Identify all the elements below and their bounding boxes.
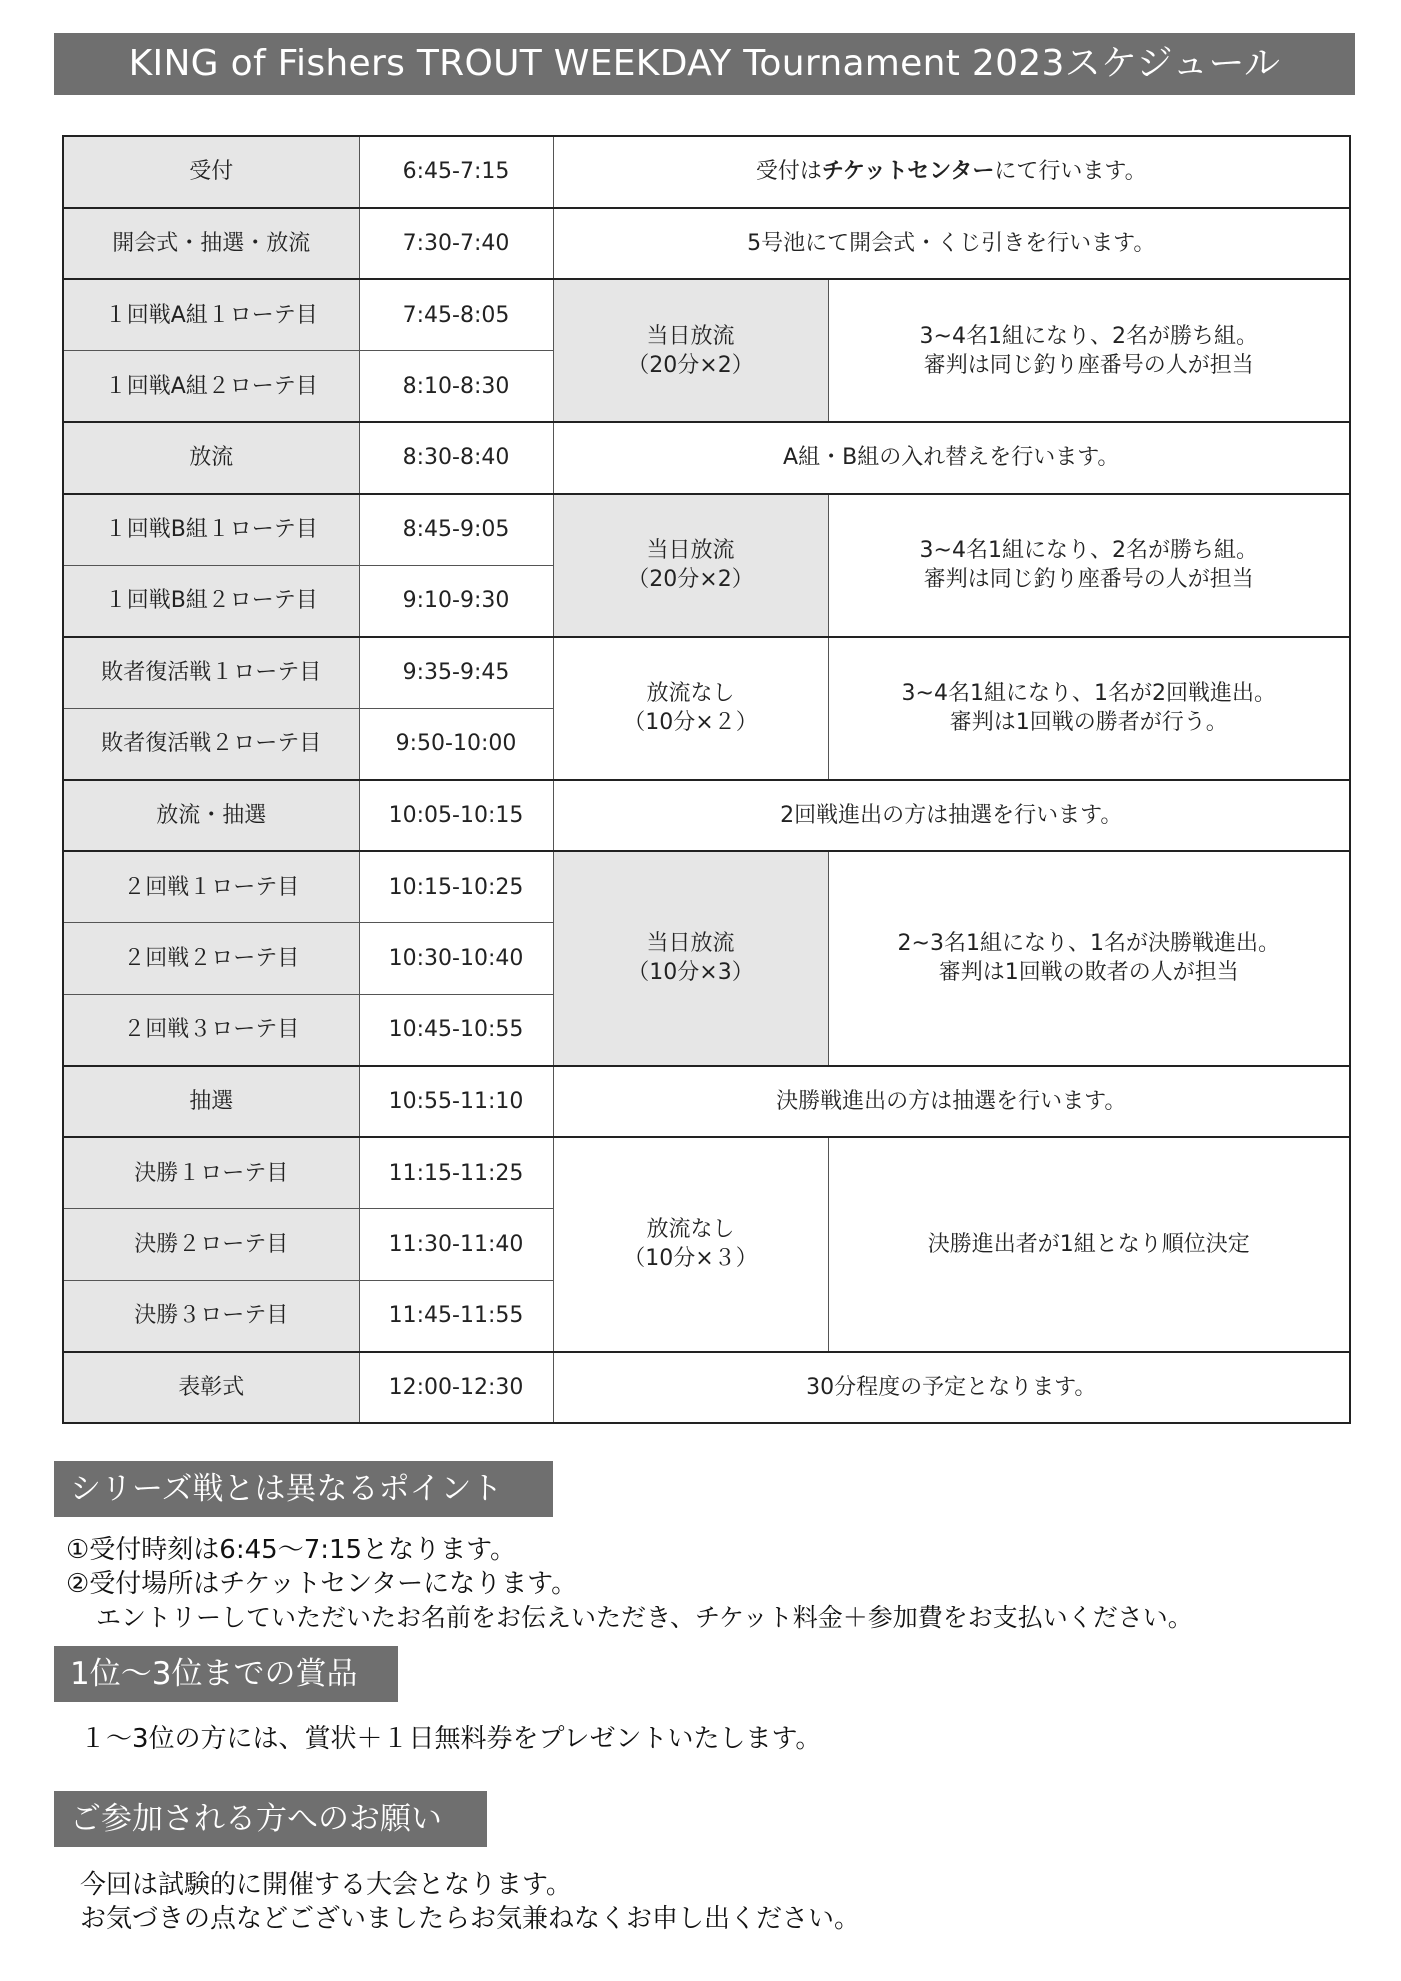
table-row — [63, 637, 1350, 709]
release-method: 放流なし （10分×２） — [553, 637, 828, 780]
row-label: ２回戦１ローテ目 — [63, 851, 359, 923]
row-label: １回戦B組２ローテ目 — [63, 565, 359, 637]
row-description: 30分程度の予定となります。 — [553, 1352, 1350, 1424]
request-line: お気づきの点などございましたらお気兼ねなくお申し出ください。 — [80, 1904, 861, 1934]
release-method: 当日放流 （20分×2） — [553, 494, 828, 637]
table-row — [63, 851, 1350, 923]
table-row — [63, 494, 1350, 566]
row-time: 10:05-10:15 — [359, 780, 553, 852]
release-method: 当日放流 （20分×2） — [553, 279, 828, 422]
row-description: 2回戦進出の方は抽選を行います。 — [553, 780, 1350, 852]
row-label: 放流 — [63, 422, 359, 494]
round-note: 決勝進出者が1組となり順位決定 — [828, 1137, 1350, 1352]
row-time: 10:30-10:40 — [359, 923, 553, 995]
row-time: 8:10-8:30 — [359, 351, 553, 423]
table-row — [63, 1352, 1350, 1424]
row-label: 決勝３ローテ目 — [63, 1280, 359, 1352]
row-label: 決勝２ローテ目 — [63, 1209, 359, 1281]
row-label: 決勝１ローテ目 — [63, 1137, 359, 1209]
table-row — [63, 208, 1350, 280]
table-row — [63, 780, 1350, 852]
row-time: 12:00-12:30 — [359, 1352, 553, 1424]
row-time: 7:45-8:05 — [359, 279, 553, 351]
release-method: 当日放流 （10分×3） — [553, 851, 828, 1066]
row-time: 10:55-11:10 — [359, 1066, 553, 1138]
row-time: 11:45-11:55 — [359, 1280, 553, 1352]
row-time: 7:30-7:40 — [359, 208, 553, 280]
row-time: 11:30-11:40 — [359, 1209, 553, 1281]
round-note: 3~4名1組になり、2名が勝ち組。 審判は同じ釣り座番号の人が担当 — [828, 279, 1350, 422]
row-time: 9:10-9:30 — [359, 565, 553, 637]
release-method: 放流なし （10分×３） — [553, 1137, 828, 1352]
prizes-heading: 1位〜3位までの賞品 — [54, 1646, 398, 1702]
row-time: 8:30-8:40 — [359, 422, 553, 494]
row-label: １回戦B組１ローテ目 — [63, 494, 359, 566]
row-description: A組・B組の入れ替えを行います。 — [553, 422, 1350, 494]
differences-heading: シリーズ戦とは異なるポイント — [54, 1461, 553, 1517]
row-description: 5号池にて開会式・くじ引きを行います。 — [553, 208, 1350, 280]
schedule-table — [62, 135, 1351, 1424]
prizes-line: １〜3位の方には、賞状＋１日無料券をプレゼントいたします。 — [80, 1724, 822, 1754]
table-row — [63, 422, 1350, 494]
table-row — [63, 1137, 1350, 1209]
row-time: 9:50-10:00 — [359, 708, 553, 780]
row-label: ２回戦３ローテ目 — [63, 994, 359, 1066]
table-row — [63, 136, 1350, 208]
row-label: 開会式・抽選・放流 — [63, 208, 359, 280]
row-time: 9:35-9:45 — [359, 637, 553, 709]
row-description: 受付はチケットセンターにて行います。 — [553, 136, 1350, 208]
row-label: １回戦A組１ローテ目 — [63, 279, 359, 351]
row-label: 敗者復活戦２ローテ目 — [63, 708, 359, 780]
row-time: 10:45-10:55 — [359, 994, 553, 1066]
row-description: 決勝戦進出の方は抽選を行います。 — [553, 1066, 1350, 1138]
row-label: 放流・抽選 — [63, 780, 359, 852]
row-label: 抽選 — [63, 1066, 359, 1138]
round-note: 2~3名1組になり、1名が決勝戦進出。 審判は1回戦の敗者の人が担当 — [828, 851, 1350, 1066]
differences-line: ②受付場所はチケットセンターになります。 — [66, 1569, 578, 1599]
row-label: 敗者復活戦１ローテ目 — [63, 637, 359, 709]
row-time: 10:15-10:25 — [359, 851, 553, 923]
row-time: 11:15-11:25 — [359, 1137, 553, 1209]
differences-line: ①受付時刻は6:45〜7:15となります。 — [66, 1535, 517, 1565]
page-title: KING of Fishers TROUT WEEKDAY Tournament 2023スケジュール — [54, 33, 1355, 95]
round-note: 3~4名1組になり、1名が2回戦進出。 審判は1回戦の勝者が行う。 — [828, 637, 1350, 780]
row-label: ２回戦２ローテ目 — [63, 923, 359, 995]
row-label: １回戦A組２ローテ目 — [63, 351, 359, 423]
ticket-center-emphasis: チケットセンター — [821, 159, 995, 185]
row-time: 6:45-7:15 — [359, 136, 553, 208]
request-heading: ご参加される方へのお願い — [54, 1791, 487, 1847]
table-row — [63, 279, 1350, 351]
row-label: 表彰式 — [63, 1352, 359, 1424]
request-line: 今回は試験的に開催する大会となります。 — [80, 1870, 572, 1900]
round-note: 3~4名1組になり、2名が勝ち組。 審判は同じ釣り座番号の人が担当 — [828, 494, 1350, 637]
row-label: 受付 — [63, 136, 359, 208]
differences-line: エントリーしていただいたお名前をお伝えいただき、チケット料金＋参加費をお支払いください。 — [96, 1603, 1193, 1632]
row-time: 8:45-9:05 — [359, 494, 553, 566]
table-row — [63, 1066, 1350, 1138]
